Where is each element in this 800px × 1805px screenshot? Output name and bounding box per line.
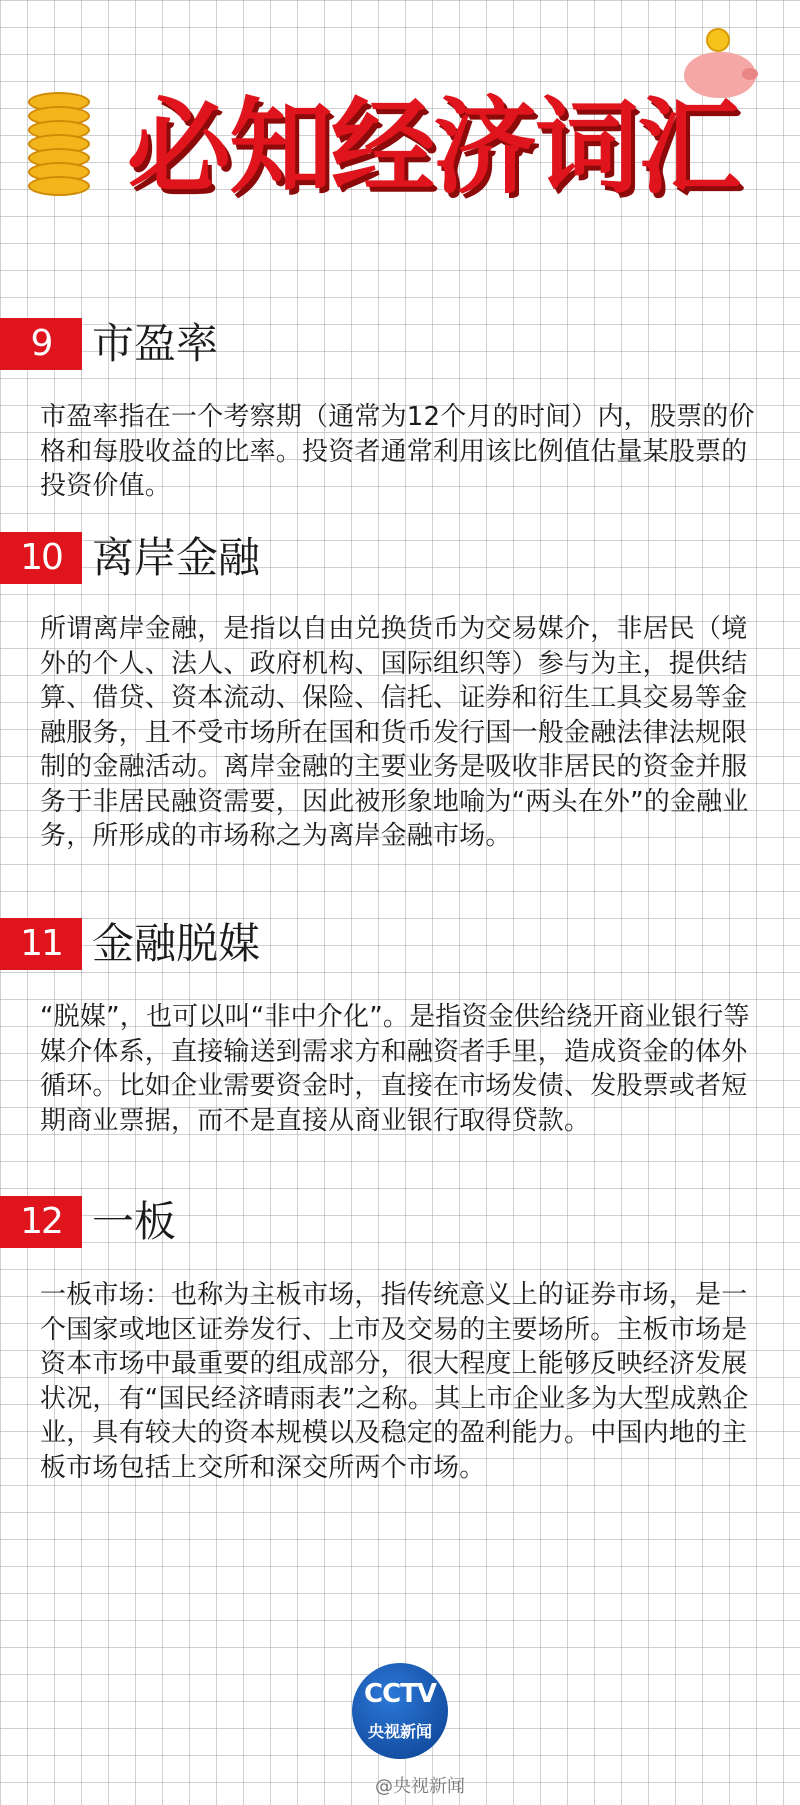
- section-number-badge: 12: [0, 1196, 82, 1248]
- section-number-badge: 9: [0, 318, 82, 370]
- page-title: 必知经济词汇: [126, 86, 739, 208]
- section-title: 金融脱媒: [92, 919, 261, 968]
- section-body: 一板市场：也称为主板市场，指传统意义上的证券市场，是一个国家或地区证券发行、上市及交易的主要场所。主板市场是资本市场中最重要的组成部分，很大程度上能够反映经济发展状况，有“国民经济晴雨表”之称。其上市企业多为大型成熟企业，具有较大的资本规模以及稳定的盈利能力。中国内地的主板市场包括上交所和深交所两个市场。: [40, 1280, 749, 1483]
- section-title: 离岸金融: [92, 533, 261, 582]
- logo-text: CCTV: [363, 1679, 437, 1709]
- section-body: “脱媒”，也可以叫“非中介化”。是指资金供给绕开商业银行等媒介体系，直接输送到需求方和融资者手里，造成资金的体外循环。比如企业需要资金时，直接在市场发债、发股票或者短期商业票据，而不是直接从商业银行取得贷款。: [40, 1002, 750, 1136]
- section-body: 市盈率指在一个考察期（通常为12个月的时间）内，股票的价格和每股收益的比率。投资者通常利用该比例值估量某股票的投资价值。: [40, 402, 755, 501]
- section-number-badge: 10: [0, 532, 82, 584]
- section-number-badge: 11: [0, 918, 82, 970]
- section-body: 所谓离岸金融，是指以自由兑换货币为交易媒介，非居民（境外的个人、法人、政府机构、国际组织等）参与为主，提供结算、借贷、资本流动、保险、信托、证券和衍生工具交易等金融服务，且不受市场所在国和货币发行国一般金融法律法规限制的金融活动。离岸金融的主要业务是吸收非居民的资金并服务于非居民融资需要，因此被形象地喻为“两头在外”的金融业务，所形成的市场称之为离岸金融市场。: [40, 614, 749, 851]
- logo-subtext: 央视新闻: [367, 1722, 432, 1741]
- weibo-watermark: @央视新闻: [375, 1776, 465, 1797]
- section-title: 一板: [92, 1197, 177, 1246]
- section-title: 市盈率: [92, 319, 219, 368]
- cctv-logo: [352, 1663, 448, 1759]
